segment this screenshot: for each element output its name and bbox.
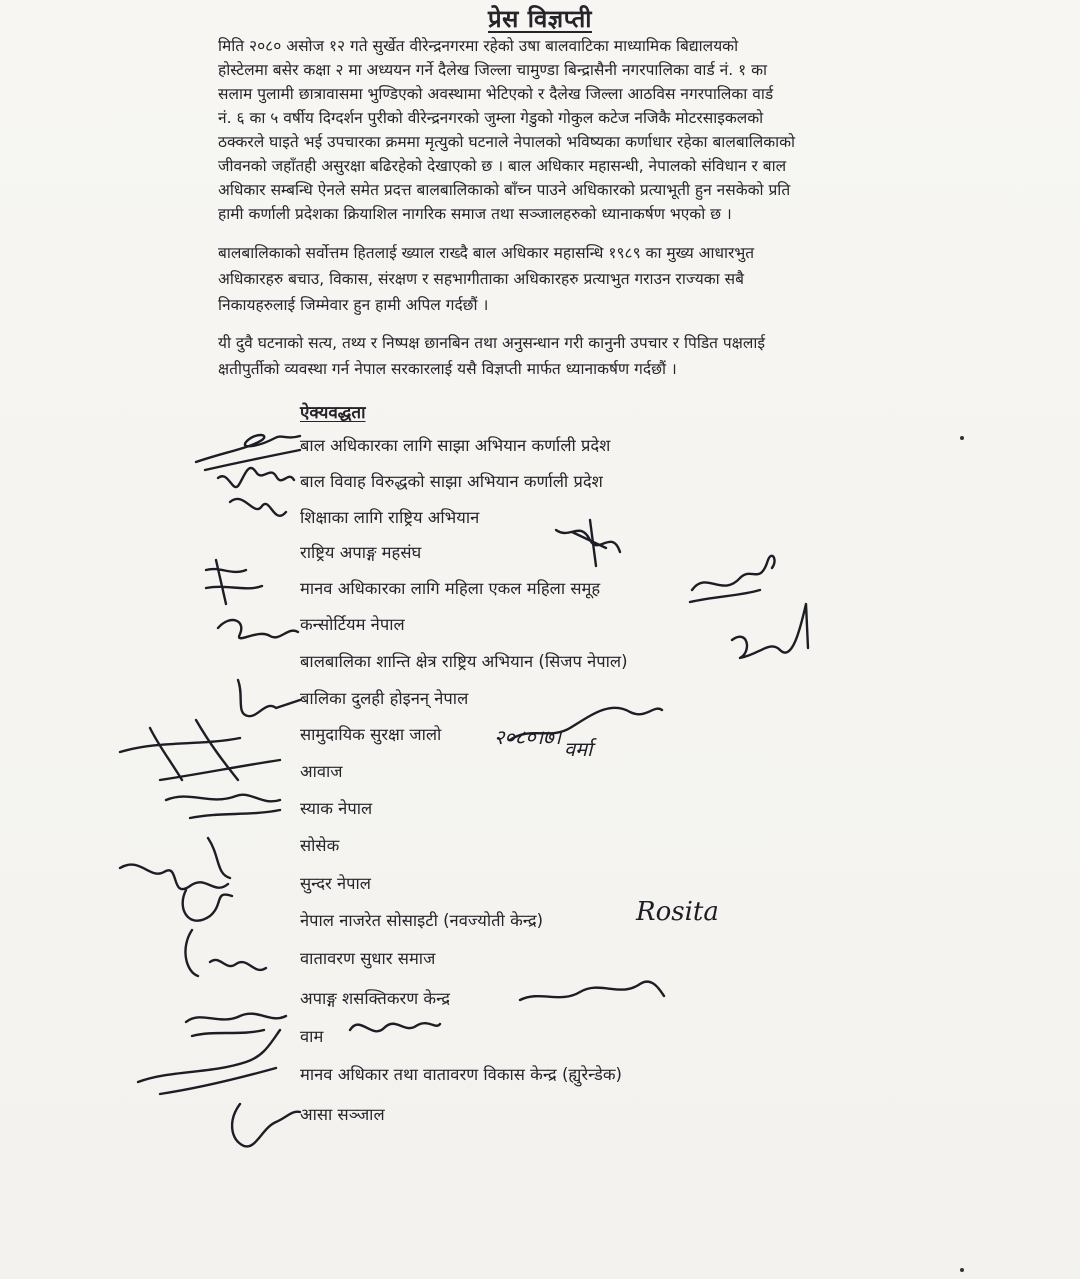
org-name: कन्सोर्टियम नेपाल xyxy=(300,615,405,634)
org-name: शिक्षाका लागि राष्ट्रिय अभियान xyxy=(300,508,480,527)
org-name: बालिका दुलही होइनन् नेपाल xyxy=(300,689,469,708)
signature-handwriting: २०८०।७। xyxy=(494,725,562,749)
org-name: आसा सञ्जाल xyxy=(300,1105,385,1124)
paragraph-appeal xyxy=(218,240,958,318)
signature-mark xyxy=(350,1023,440,1031)
signature-mark xyxy=(690,556,775,602)
org-name: सोसेक xyxy=(300,836,340,855)
paragraph-line: बालबालिकाको सर्वोत्तम हितलाई ख्याल राख्दै बाल अधिकार महासन्धि १९८९ का मुख्य आधारभुत xyxy=(218,244,755,262)
signature-mark xyxy=(238,680,300,716)
org-name: अपाङ्ग शसक्तिकरण केन्द्र xyxy=(300,989,450,1008)
org-name: मानव अधिकारका लागि महिला एकल महिला समूह xyxy=(300,579,601,598)
signature-mark xyxy=(166,795,280,818)
paragraph-line: अधिकार सम्बन्धि ऐनले समेत प्रदत्त बालबालिकाको बाँच्न पाउने अधिकारको प्रत्याभूती हुन नसकेको प्रति xyxy=(218,181,791,199)
paragraph-line: ठक्करले घाइते भई उपचारका क्रममा मृत्युको घटनाले नेपालको भविष्यका कर्णाधार रहेका बालबालिकाको xyxy=(218,133,796,151)
org-name: राष्ट्रिय अपाङ्ग महसंघ xyxy=(300,543,422,562)
signature-mark xyxy=(230,499,286,516)
signature-mark xyxy=(510,708,662,740)
org-name: आवाज xyxy=(300,762,343,781)
org-name: बाल अधिकारका लागि साझा अभियान कर्णाली प्रदेश xyxy=(300,436,611,455)
org-name: वाम xyxy=(300,1027,324,1046)
paragraph-line: हामी कर्णाली प्रदेशका क्रियाशिल नागरिक समाज तथा सञ्जालहरुको ध्यानाकर्षण भएको छ । xyxy=(218,205,732,223)
signature-mark xyxy=(120,720,280,780)
signature-handwriting: Rosita xyxy=(636,897,719,927)
org-name: स्याक नेपाल xyxy=(300,799,373,818)
signature-mark xyxy=(556,520,620,566)
signature-handwriting: वर्मा xyxy=(564,737,593,761)
paragraph-line: नं. ६ का ५ वर्षीय दिग्दर्शन पुरीको वीरेन्द्रनगरको जुम्ला गेडुको गोकुल कटेज नजिकै मोटरसाइकलको xyxy=(218,109,764,127)
paragraph-line: सलाम पुलामी छात्रावासमा भुण्डिएको अवस्थामा भेटिएको र दैलेख जिल्ला आठविस नगरपालिका वार्ड xyxy=(218,85,774,103)
org-name: सुन्दर नेपाल xyxy=(300,874,371,893)
org-name: नेपाल नाजरेत सोसाइटी (नवज्योती केन्द्र) xyxy=(300,911,544,930)
ink-dot xyxy=(960,436,964,440)
signature-mark xyxy=(218,468,294,487)
signature-mark xyxy=(218,620,298,638)
org-name: बाल विवाह विरुद्धको साझा अभियान कर्णाली प्रदेश xyxy=(300,472,603,491)
signature-mark xyxy=(185,930,266,976)
paragraph-demand xyxy=(218,330,958,382)
solidarity-heading: ऐक्यवद्धता xyxy=(300,403,366,423)
signature-mark xyxy=(138,1030,280,1094)
signature-mark xyxy=(120,838,230,889)
org-name: वातावरण सुधार समाज xyxy=(300,949,436,968)
paragraph-line: जीवनको जहाँतही असुरक्षा बढिरहेको देखाएको छ । बाल अधिकार महासन्धी, नेपालको संविधान र बाल xyxy=(218,157,787,175)
paragraph-line: अधिकारहरु बचाउ, विकास, संरक्षण र सहभागीताका अधिकारहरु प्रत्याभुत गराउन राज्यका सबै xyxy=(218,270,744,288)
paragraph-line: निकायहरुलाई जिम्मेवार हुन हामी अपिल गर्दछौं । xyxy=(218,296,489,314)
signature-mark xyxy=(732,604,808,658)
signature-mark xyxy=(232,1104,300,1146)
signature-mark xyxy=(186,1014,286,1036)
paragraph-line: क्षतीपुर्तीको व्यवस्था गर्न नेपाल सरकारलाई यसै विज्ञप्ती मार्फत ध्यानाकर्षण गर्दछौं । xyxy=(218,360,677,378)
paragraph-incident xyxy=(218,34,958,226)
ink-dot xyxy=(960,1268,964,1272)
org-name: बालबालिका शान्ति क्षेत्र राष्ट्रिय अभियान (सिजप नेपाल) xyxy=(300,652,628,671)
paragraph-line: मिति २०८० असोज १२ गते सुर्खेत वीरेन्द्रनगरमा रहेको उषा बालवाटिका माध्यामिक बिद्यालयको xyxy=(218,37,739,55)
signature-mark xyxy=(183,890,232,921)
signature-mark xyxy=(520,982,664,1000)
paragraph-line: होस्टेलमा बसेर कक्षा २ मा अध्ययन गर्ने दैलेख जिल्ला चामुण्डा बिन्द्रासैनी नगरपालिका वार्ड नं. १ का xyxy=(218,61,768,79)
document-title: प्रेस विज्ञप्ती xyxy=(488,5,592,33)
org-name: मानव अधिकार तथा वातावरण विकास केन्द्र (ह्युरेन्डेक) xyxy=(300,1065,622,1084)
signature-mark xyxy=(206,560,262,604)
signature-mark xyxy=(205,450,300,470)
paragraph-line: यी दुवै घटनाको सत्य, तथ्य र निष्पक्ष छानबिन तथा अनुसन्धान गरी कानुनी उपचार र पिडित पक्षलाई xyxy=(218,334,765,352)
signature-mark xyxy=(196,435,300,462)
org-name: सामुदायिक सुरक्षा जालो xyxy=(300,725,442,744)
